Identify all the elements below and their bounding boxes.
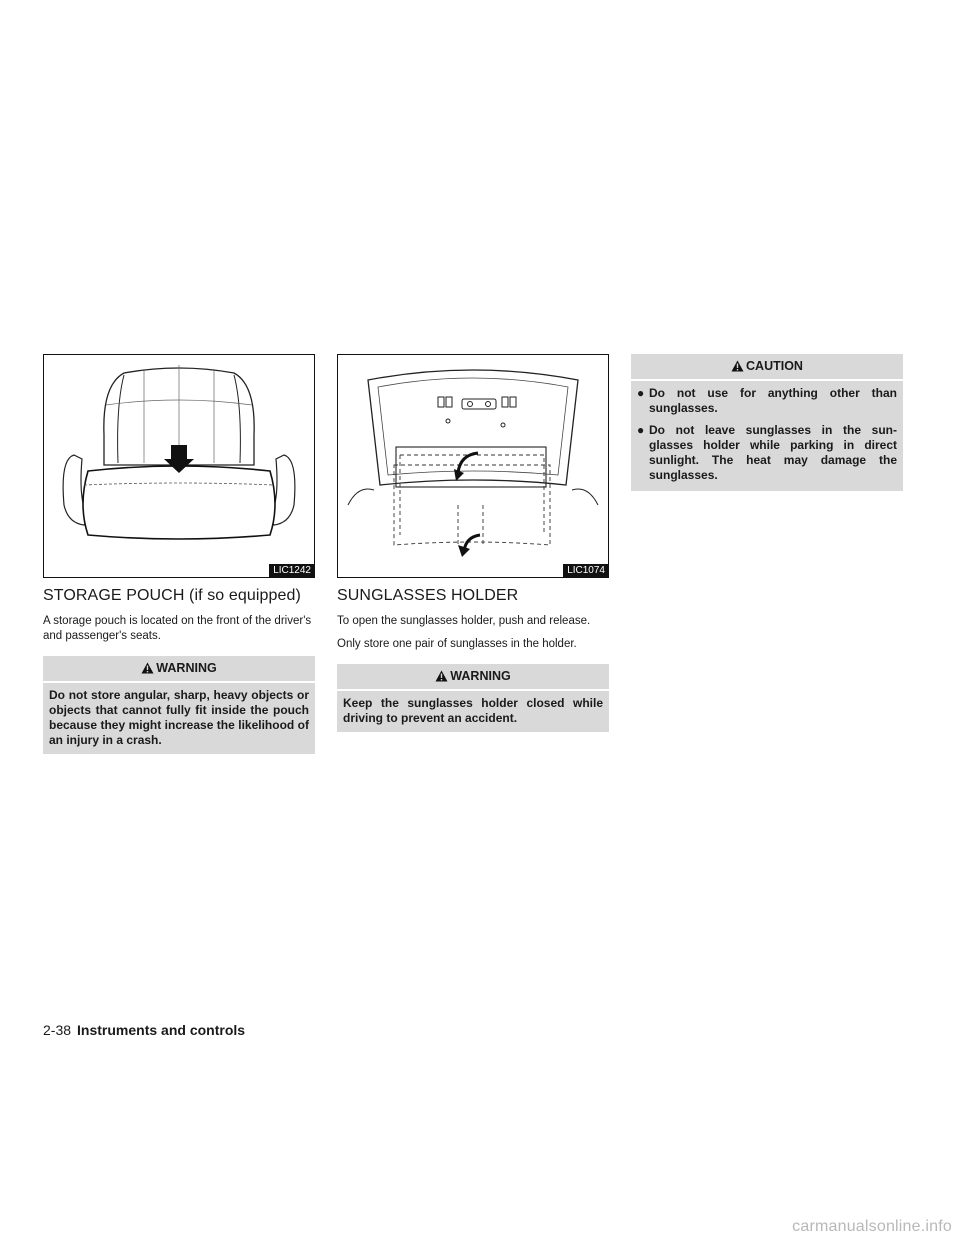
storage-pouch-warning-box: [43, 656, 315, 754]
right-column: [631, 354, 903, 491]
warning-text: Do not store angular, sharp, heavy objects or objects that cannot fully fit inside the pouch because they might increase the likelihood of an injury in a crash.: [49, 688, 309, 747]
storage-pouch-figure: [43, 354, 315, 578]
caution-item: [631, 381, 903, 418]
caution-box: [631, 354, 903, 491]
sunglasses-warning-box: [337, 664, 609, 732]
warning-icon: [141, 662, 154, 678]
warning-text: Keep the sunglasses holder closed while driving to prevent an accident.: [343, 696, 603, 725]
middle-column: [337, 354, 609, 732]
watermark: carmanualsonline.info: [792, 1218, 952, 1235]
sunglasses-paragraph-1: To open the sunglasses holder, push and release.: [337, 615, 591, 627]
seat-pouch-illustration: [44, 355, 314, 577]
caution-title: CAUTION: [746, 359, 803, 373]
page-footer: [43, 1022, 245, 1038]
storage-pouch-heading: STORAGE POUCH (if so equipped): [43, 587, 301, 604]
bullet-icon: ●: [637, 423, 645, 437]
figure-code: LIC1242: [269, 564, 314, 577]
warning-icon: [435, 670, 448, 686]
warning-title: WARNING: [156, 661, 217, 675]
storage-pouch-paragraph: A storage pouch is located on the front of the driver's and passenger's seats.: [43, 615, 312, 642]
left-column: [43, 354, 315, 754]
section-title: Instruments and controls: [77, 1022, 246, 1038]
sunglasses-holder-illustration: [338, 355, 608, 577]
caution-item-text: Do not leave sunglasses in the sun-glasses holder while parking in direct sunlight. The heat may damage the sunglasses.: [649, 423, 897, 482]
caution-title-row: [631, 354, 903, 381]
warning-title: WARNING: [450, 669, 511, 683]
figure-code: LIC1074: [563, 564, 608, 577]
sunglasses-holder-heading: SUNGLASSES HOLDER: [337, 587, 519, 604]
caution-item: [631, 418, 903, 485]
page-number: 2-38: [43, 1022, 72, 1038]
caution-icon: [731, 360, 744, 376]
warning-title-row: [337, 664, 609, 691]
sunglasses-holder-figure: [337, 354, 609, 578]
caution-item-text: Do not use for anything other than sunglasses.: [649, 386, 897, 415]
warning-title-row: [43, 656, 315, 683]
sunglasses-paragraph-2: Only store one pair of sunglasses in the holder.: [337, 638, 577, 650]
bullet-icon: ●: [637, 386, 645, 400]
